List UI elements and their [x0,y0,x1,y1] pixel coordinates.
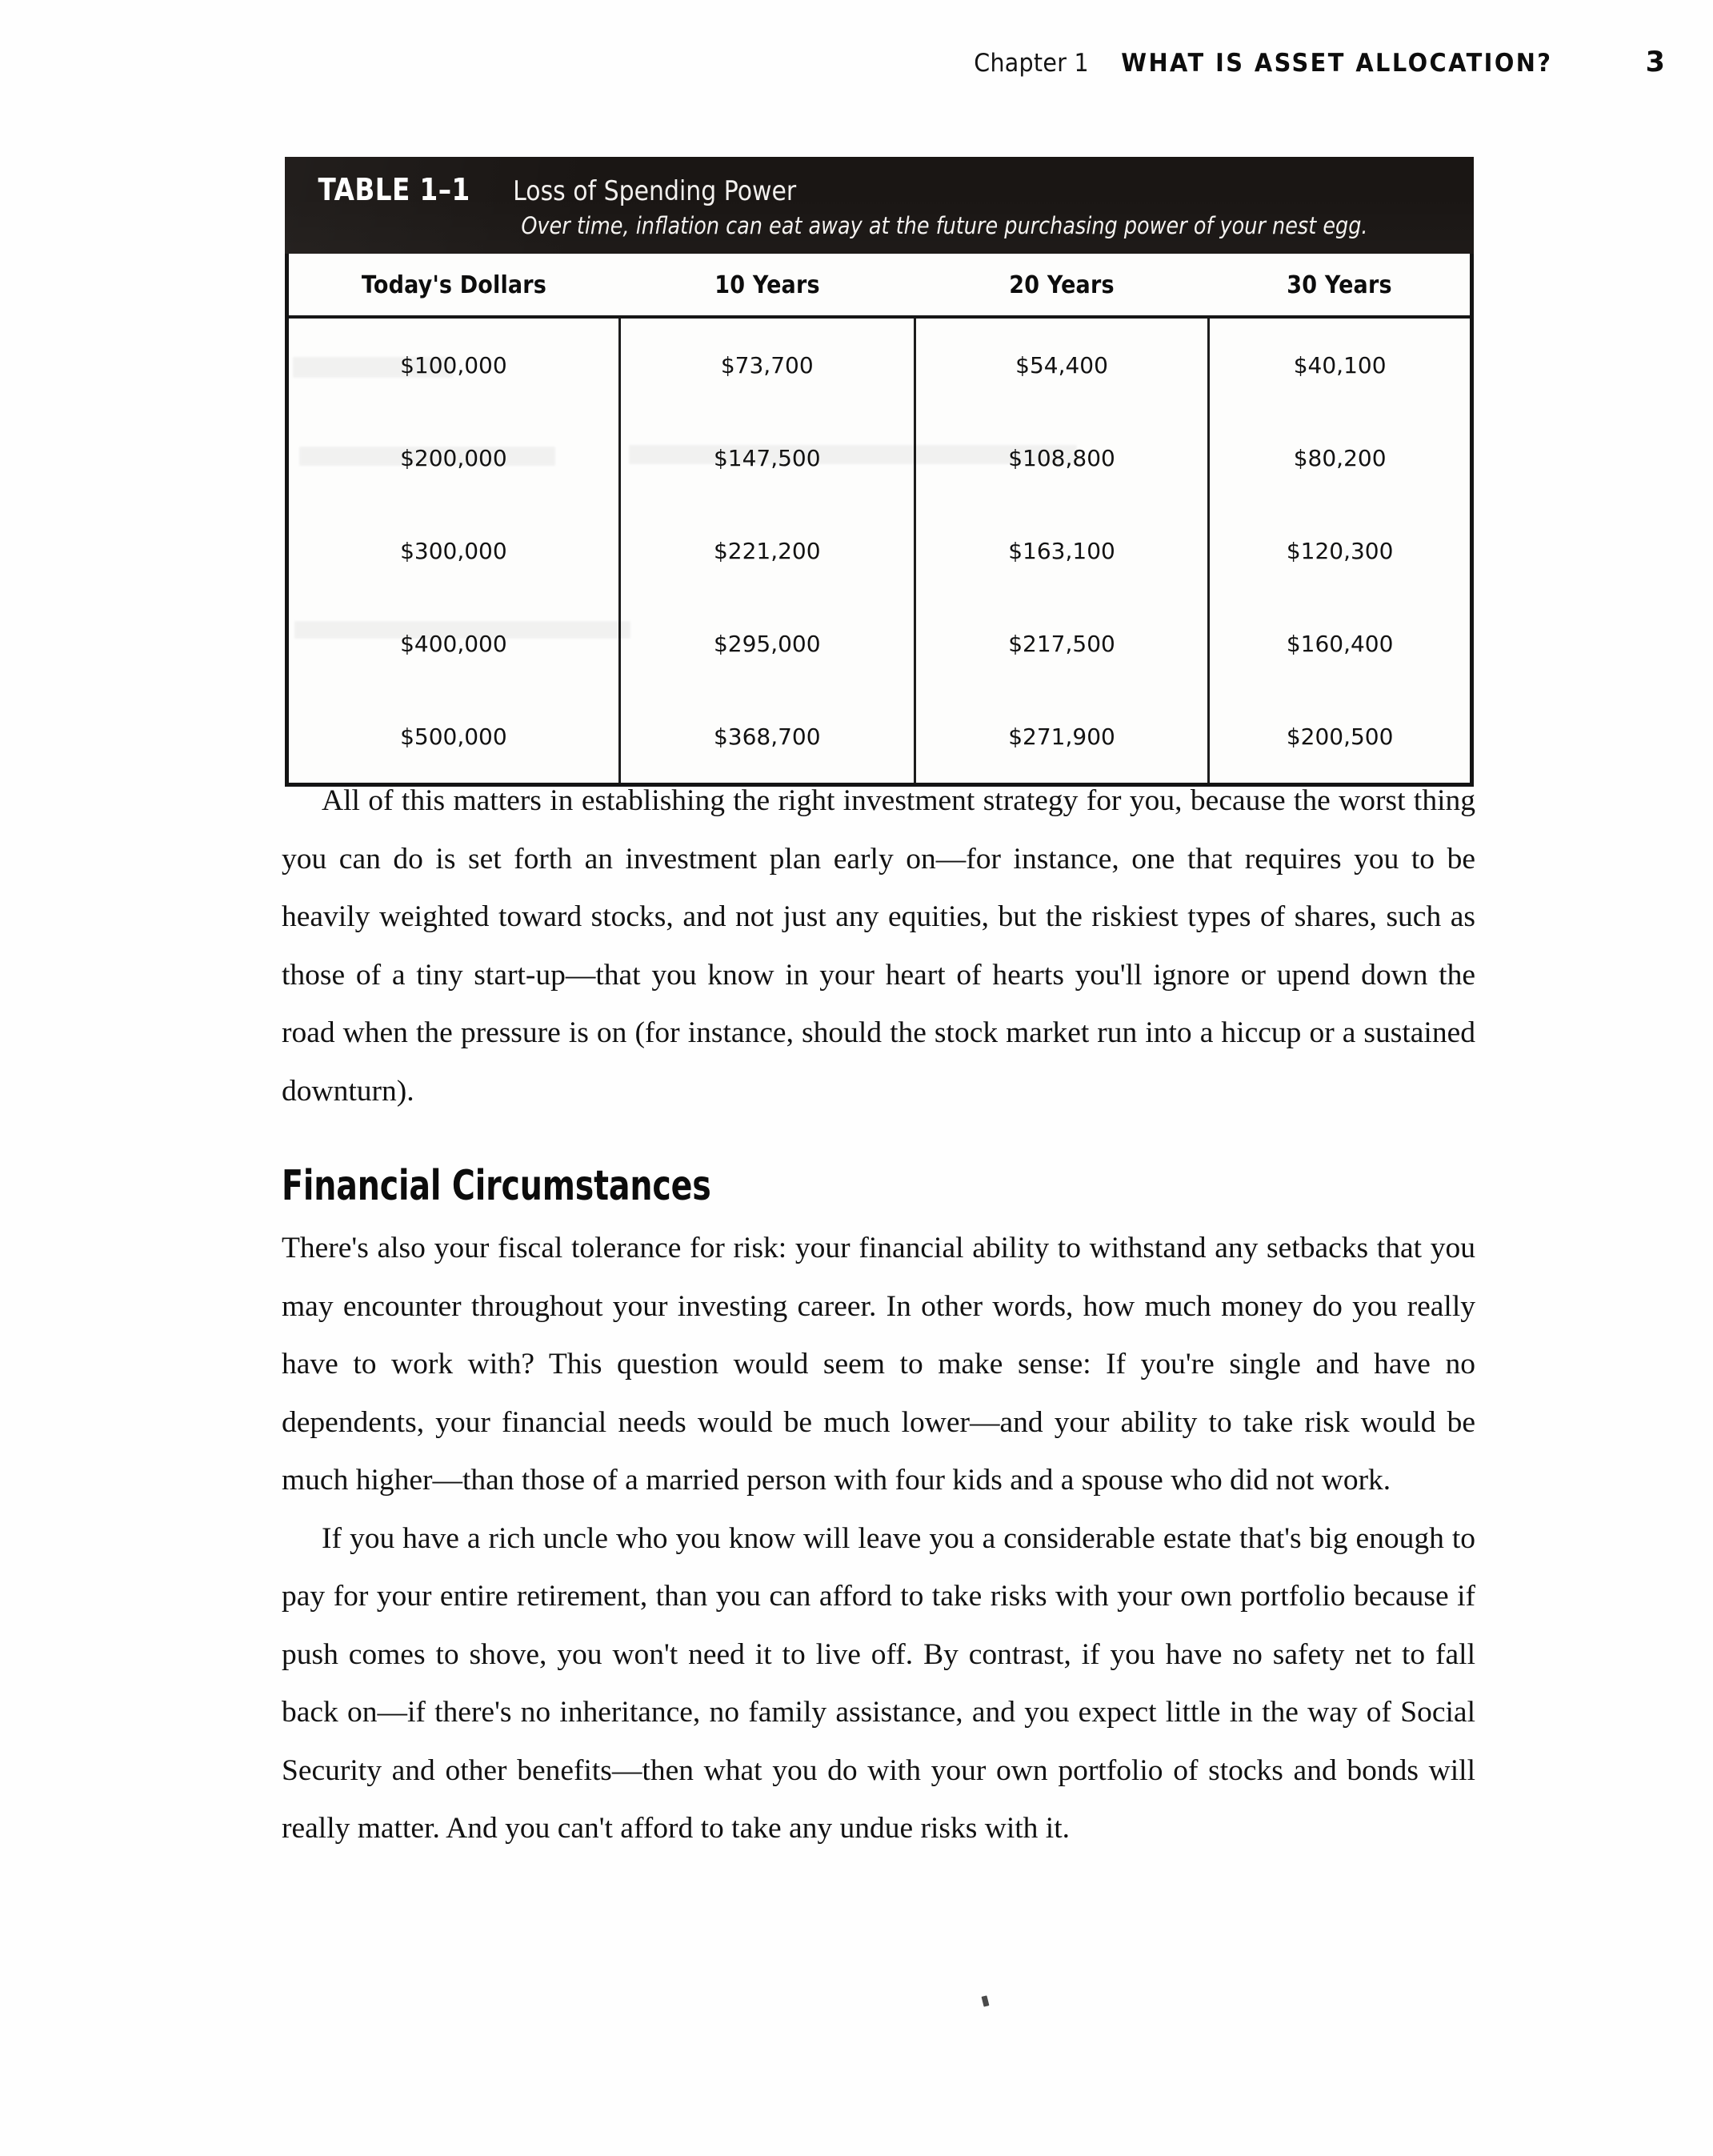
table-cell: $120,300 [1286,537,1394,564]
loss-of-spending-power-table [289,254,1470,783]
table-cell: $160,400 [1286,630,1394,657]
table-subtitle: Over time, inflation can eat away at the future purchasing power of your nest egg. [521,212,1368,239]
table-cell: $100,000 [289,317,619,411]
table-cell: $217,500 [915,597,1209,690]
table-cell: $108,800 [915,411,1209,504]
table-cell: $295,000 [619,597,915,690]
scan-speck-artifact [982,1995,990,2006]
body-column [282,772,1475,1858]
table-1-1 [285,157,1474,787]
table-row [289,597,1470,690]
table-cell: $400,000 [289,597,619,690]
table-header [289,254,1470,317]
running-head-chapter-title: WHAT IS ASSET ALLOCATION? [1121,49,1553,78]
table-cell: $73,700 [619,317,915,411]
table-header-row [289,254,1470,317]
table-cell: $147,500 [619,411,915,504]
table-cell: $163,100 [915,504,1209,597]
table-cell: $300,000 [289,504,619,597]
page-number: 3 [1645,46,1665,78]
table-caption-line [306,174,1453,205]
table-row [289,411,1470,504]
table-cell: $54,400 [915,317,1209,411]
table-row [289,317,1470,411]
table-cell: $368,700 [619,690,915,783]
column-header-label-3: 30 Years [1287,271,1392,299]
column-header-10-years [619,254,915,317]
table-caption-banner [285,157,1474,254]
running-head [0,46,1665,78]
table-cell: $40,100 [1293,351,1387,379]
paragraph-all-of-this-matters: All of this matters in establishing the right investment strategy for you, because the worst thing you can do is set forth an investment plan early on—for instance, one that requires you to be heavily weighted toward stocks, and not just any equities, but the riskiest types of shares, such as those of a tiny start-up—that you know in your heart of hearts you'll ignore or upend down the road when the pressure is on (for instance, should the stock market run into a hiccup or a sustained downturn). [282,784,1475,1108]
section-heading-financial-circumstances: Financial Circumstances [282,1162,711,1210]
table-cell: $80,200 [1293,444,1387,471]
table-cell: $221,200 [619,504,915,597]
table-row [289,504,1470,597]
table-row [289,690,1470,783]
table-cell: $500,000 [289,690,619,783]
column-header-20-years [915,254,1209,317]
table-cell: $200,500 [1286,723,1394,750]
paragraph-rich-uncle: If you have a rich uncle who you know will leave you a considerable estate that's big enough to pay for your entire retirement, than you can afford to take risks with your own portfolio because if push comes to shove, you won't need it to live off. By contrast, if you have no safety net to fall back on—if there's no inheritance, no family assistance, and you expect little in the way of Social Security and other benefits—then what you do with your own portfolio of stocks and bonds will really matter. And you can't afford to take any undue risks with it. [282,1521,1475,1845]
column-header-todays-dollars [289,254,619,317]
column-header-label-0: Today's Dollars [362,271,547,299]
table-title: Loss of Spending Power [513,175,797,207]
table-number-label: TABLE 1–1 [318,172,470,207]
paragraph-fiscal-tolerance: There's also your fiscal tolerance for risk: your financial ability to withstand any setbacks that you may encounter throughout your investing career. In other words, how much money do you really have to work with? This question would seem to make sense: If you're single and have no dependents, your financial needs would be much lower—and your ability to take risk would be much higher—than those of a married person with four kids and a spouse who did not work. [282,1232,1475,1497]
table-body [289,317,1470,783]
column-header-label-2: 20 Years [1009,271,1115,299]
table-body-frame [285,254,1474,787]
column-header-30-years [1209,254,1470,317]
column-header-label-1: 10 Years [714,271,820,299]
table-cell: $271,900 [915,690,1209,783]
table-cell: $200,000 [289,411,619,504]
running-head-chapter-label: Chapter 1 [974,49,1090,78]
